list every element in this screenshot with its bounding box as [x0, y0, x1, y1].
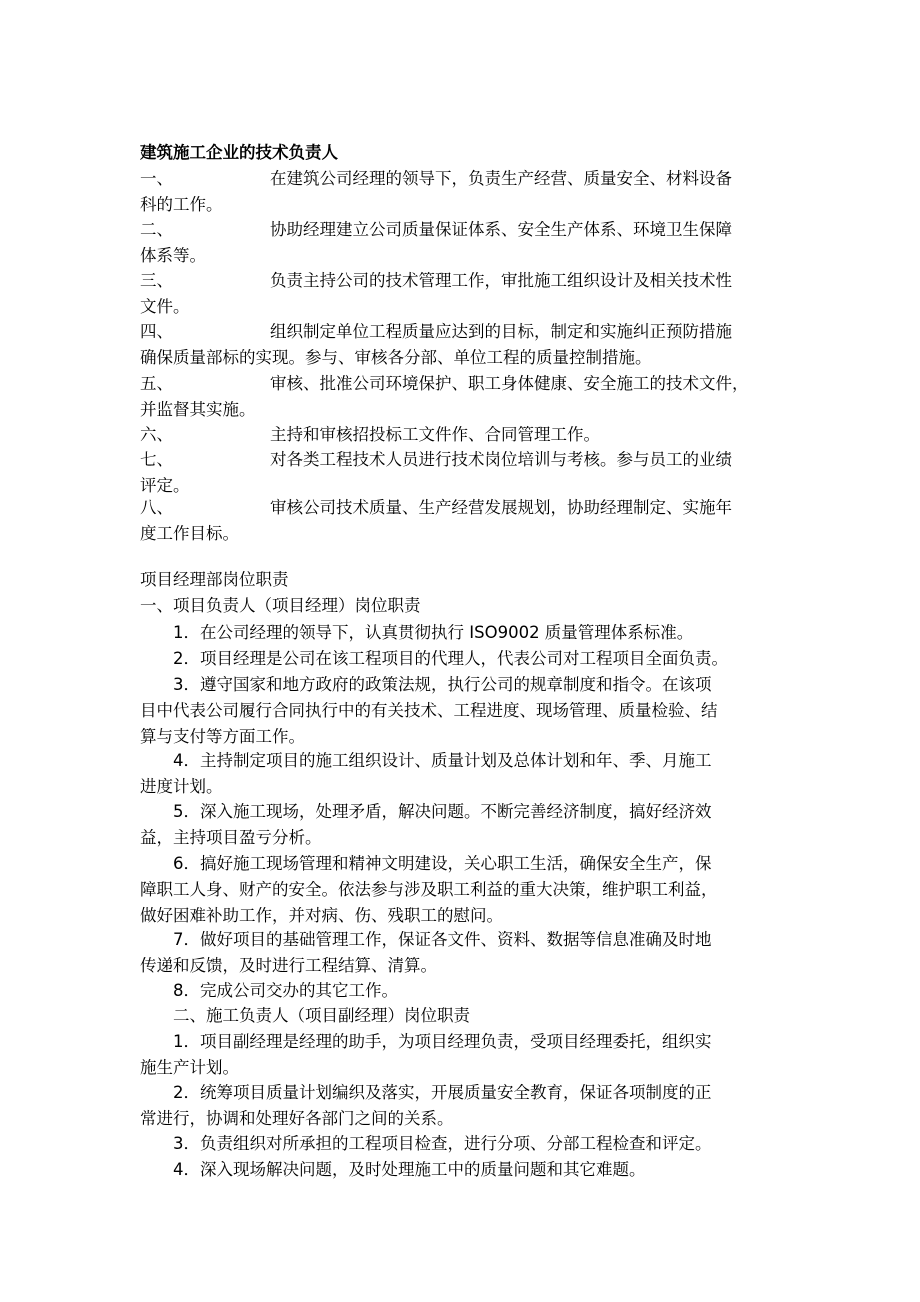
paragraph-line: 4．深入现场解决问题，及时处理施工中的质量问题和其它难题。	[173, 1160, 646, 1179]
duty-paragraph	[140, 851, 800, 929]
duty-item-5	[140, 371, 800, 423]
paragraph-line: 5．深入施工现场，处理矛盾，解决问题。不断完善经济制度，搞好经济效	[173, 802, 712, 821]
paragraph-line: 7．做好项目的基础管理工作，保证各文件、资料、数据等信息准确及时地	[173, 930, 712, 949]
duty-paragraph	[140, 620, 800, 646]
duty-item-6	[140, 422, 800, 448]
duty-paragraph	[140, 927, 800, 979]
duty-text-line: 负责主持公司的技术管理工作，审批施工组织设计及相关技术性	[270, 271, 732, 290]
paragraph-line: 障职工人身、财产的安全。依法参与涉及职工利益的重大决策，维护职工利益，	[140, 880, 718, 899]
duty-text-line: 度工作目标。	[140, 524, 239, 543]
duty-text-line: 科的工作。	[140, 195, 223, 214]
duty-text-line: 体系等。	[140, 246, 206, 265]
duty-paragraph	[140, 1080, 800, 1132]
duty-paragraph	[140, 1131, 800, 1157]
paragraph-line: 6．搞好施工现场管理和精神文明建设，关心职工生活，确保安全生产，保	[173, 854, 712, 873]
paragraph-line: 2．项目经理是公司在该工程项目的代理人，代表公司对工程项目全面负责。	[173, 649, 728, 668]
paragraph-line: 1．项目副经理是经理的助手，为项目经理负责，受项目经理委托，组织实	[173, 1032, 712, 1051]
duty-number: 六、	[140, 425, 173, 444]
duty-number: 二、	[140, 220, 173, 239]
duty-number: 四、	[140, 322, 173, 341]
duty-text-line: 组织制定单位工程质量应达到的目标，制定和实施纠正预防措施	[270, 322, 732, 341]
duty-paragraph	[140, 799, 800, 851]
duty-item-7	[140, 447, 800, 499]
duty-text-line: 并监督其实施。	[140, 400, 256, 419]
duty-paragraph	[140, 978, 800, 1004]
section-heading: 项目经理部岗位职责	[140, 570, 289, 589]
paragraph-line: 益，主持项目盈亏分析。	[140, 828, 322, 847]
duty-text-line: 文件。	[140, 297, 190, 316]
duty-paragraph	[140, 1157, 800, 1183]
paragraph-line: 传递和反馈，及时进行工程结算、清算。	[140, 956, 437, 975]
duty-item-2	[140, 217, 800, 269]
subsection-heading-2: 二、施工负责人（项目副经理）岗位职责	[173, 1006, 470, 1025]
duty-item-1	[140, 166, 800, 218]
paragraph-line: 4．主持制定项目的施工组织设计、质量计划及总体计划和年、季、月施工	[173, 751, 712, 770]
paragraph-line: 3．遵守国家和地方政府的政策法规，执行公司的规章制度和指令。在该项	[173, 675, 712, 694]
paragraph-line: 施生产计划。	[140, 1058, 239, 1077]
paragraph-line: 做好困难补助工作，并对病、伤、残职工的慰问。	[140, 906, 503, 925]
paragraph-line: 2．统筹项目质量计划编织及落实，开展质量安全教育，保证各项制度的正	[173, 1083, 712, 1102]
duty-paragraph	[140, 672, 800, 750]
paragraph-line: 算与支付等方面工作。	[140, 727, 305, 746]
duty-item-3	[140, 268, 800, 320]
duty-item-4	[140, 319, 800, 371]
duty-text-line: 确保质量部标的实现。参与、审核各分部、单位工程的质量控制措施。	[140, 348, 652, 367]
subsection-heading-1: 一、项目负责人（项目经理）岗位职责	[140, 596, 421, 615]
paragraph-line: 常进行，协调和处理好各部门之间的关系。	[140, 1109, 454, 1128]
document-title: 建筑施工企业的技术负责人	[140, 143, 338, 162]
duty-paragraph	[140, 748, 800, 800]
duty-text-line: 协助经理建立公司质量保证体系、安全生产体系、环境卫生保障	[270, 220, 732, 239]
duty-item-8	[140, 495, 800, 547]
duty-text-line: 对各类工程技术人员进行技术岗位培训与考核。参与员工的业绩	[270, 450, 732, 469]
duty-text-line: 评定。	[140, 476, 190, 495]
duty-number: 八、	[140, 498, 173, 517]
paragraph-line: 进度计划。	[140, 777, 223, 796]
duty-text-line: 主持和审核招投标工文件作、合同管理工作。	[270, 425, 600, 444]
duty-paragraph	[140, 646, 800, 672]
duty-text-line: 审核公司技术质量、生产经营发展规划，协助经理制定、实施年	[270, 498, 732, 517]
duty-number: 五、	[140, 374, 173, 393]
duty-text-line: 在建筑公司经理的领导下，负责生产经营、质量安全、材料设备	[270, 169, 732, 188]
paragraph-line: 3．负责组织对所承担的工程项目检查，进行分项、分部工程检查和评定。	[173, 1134, 712, 1153]
duty-number: 一、	[140, 169, 173, 188]
paragraph-line: 1．在公司经理的领导下，认真贯彻执行 ISO9002 质量管理体系标准。	[173, 623, 694, 642]
duty-number: 三、	[140, 271, 173, 290]
paragraph-line: 8．完成公司交办的其它工作。	[173, 981, 398, 1000]
duty-text-line: 审核、批准公司环境保护、职工身体健康、安全施工的技术文件，	[270, 374, 749, 393]
paragraph-line: 目中代表公司履行合同执行中的有关技术、工程进度、现场管理、质量检验、结	[140, 701, 718, 720]
duty-number: 七、	[140, 450, 173, 469]
duty-paragraph	[140, 1029, 800, 1081]
